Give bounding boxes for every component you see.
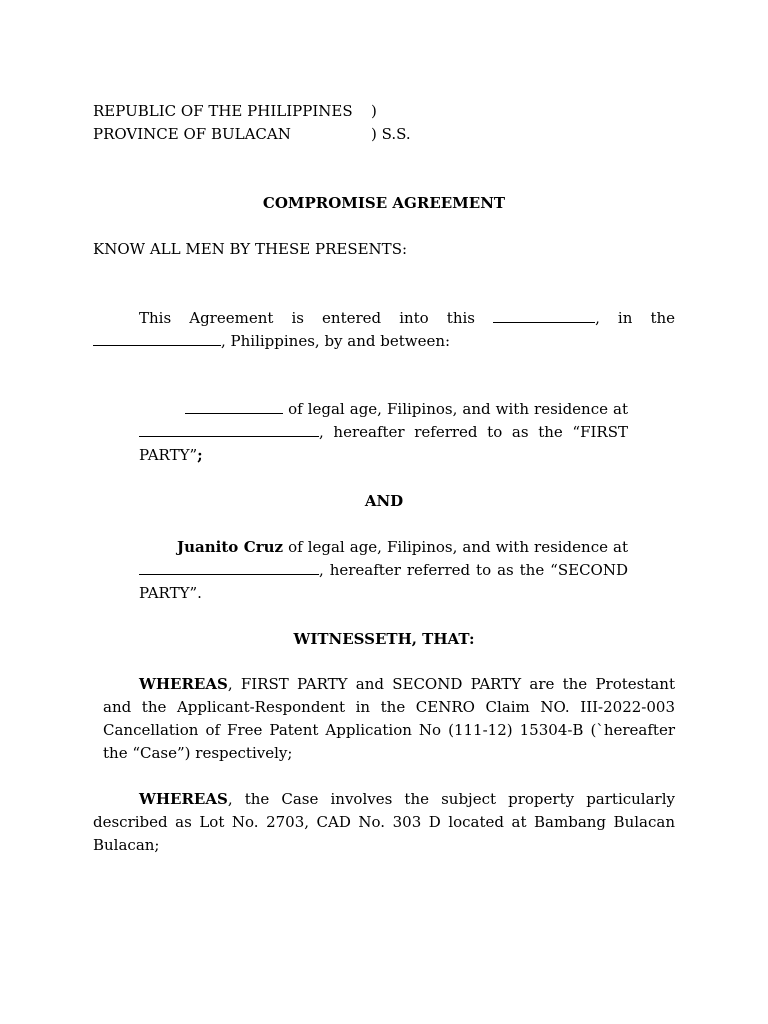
agreement-text-1: This Agreement is entered into this xyxy=(139,309,475,327)
case-caption xyxy=(93,100,493,146)
first-party-semicolon: ; xyxy=(197,446,203,464)
caption-ss: ) S.S. xyxy=(371,125,411,143)
agreement-text-2: , in the xyxy=(595,309,676,327)
whereas-paragraph-2 xyxy=(93,788,675,857)
second-party-text-1: of legal age, Filipinos, and with residence at xyxy=(288,538,628,556)
and-heading: AND xyxy=(364,492,404,510)
document-title: COMPROMISE AGREEMENT xyxy=(262,194,506,212)
place-blank xyxy=(93,331,221,346)
whereas-text-2: , the Case involves the subject property particularly described as Lot No. 2703, CAD No. 303 D located at Bambang Bulacan Bulacan; xyxy=(93,790,675,854)
first-party-text-1: of legal age, Filipinos, and with residence at xyxy=(288,400,629,418)
second-party-name: Juanito Cruz xyxy=(177,538,284,556)
whereas-label-1: WHEREAS xyxy=(139,675,228,693)
whereas-text-1: , FIRST PARTY and SECOND PARTY are the Protestant and the Applicant-Respondent in the CENRO Claim NO. III-2022-003 Cancellation of Free Patent Application No (111-12) 15304-B (`hereafter the “Case”) respectively; xyxy=(103,675,675,762)
caption-province: PROVINCE OF BULACAN xyxy=(93,125,291,143)
agreement-paragraph xyxy=(93,307,675,353)
whereas-paragraph-1 xyxy=(103,673,675,765)
first-party-residence-blank xyxy=(139,422,319,437)
first-party-paragraph xyxy=(139,398,628,467)
caption-republic: REPUBLIC OF THE PHILIPPINES xyxy=(93,102,353,120)
witnesseth-heading: WITNESSETH, THAT: xyxy=(293,630,475,648)
second-party-residence-blank xyxy=(139,560,319,575)
intro-line: KNOW ALL MEN BY THESE PRESENTS: xyxy=(93,240,408,258)
second-party-text-2: , hereafter referred to as the “SECOND PARTY”. xyxy=(139,561,628,602)
first-party-text-2: , hereafter referred to as the “FIRST PARTY” xyxy=(139,423,628,464)
whereas-label-2: WHEREAS xyxy=(139,790,228,808)
caption-paren: ) xyxy=(371,102,377,120)
first-party-name-blank xyxy=(185,399,283,414)
date-blank xyxy=(493,308,595,323)
second-party-paragraph xyxy=(139,536,628,605)
agreement-text-3: , Philippines, by and between: xyxy=(221,332,451,350)
